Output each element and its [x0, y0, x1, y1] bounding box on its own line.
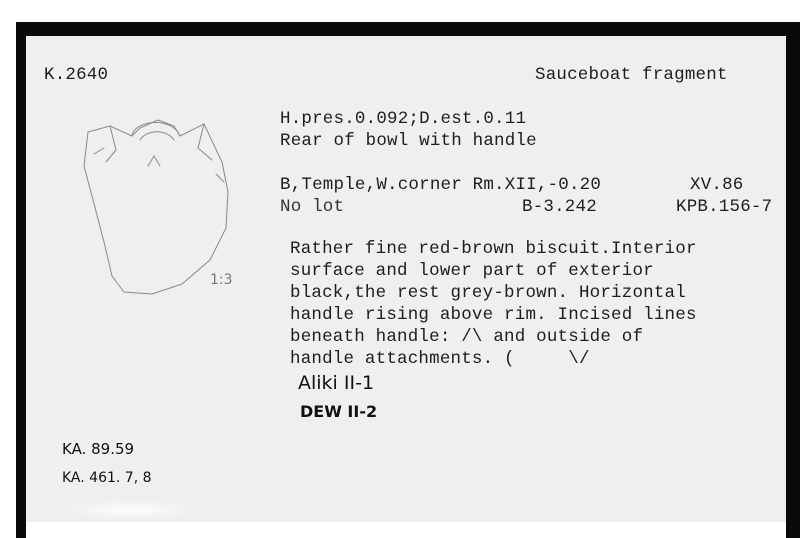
handwritten-ka-1: KA. 89.59	[62, 440, 135, 458]
area-code: XV.86	[690, 175, 744, 195]
scan-border-top	[16, 22, 800, 36]
object-title: Sauceboat fragment	[535, 65, 728, 85]
outer-margin-bottom	[26, 522, 786, 538]
dimensions: H.pres.0.092;D.est.0.11	[280, 109, 527, 129]
handwritten-ka-2: KA. 461. 7, 8	[62, 470, 152, 486]
description-line: handle rising above rim. Incised lines	[290, 305, 697, 325]
scan-border-left	[16, 22, 26, 538]
description-line: Rather fine red-brown biscuit.Interior	[290, 239, 697, 259]
outer-margin-left	[0, 0, 16, 538]
handwritten-aliki: Aliki II-1	[298, 372, 375, 394]
findspot: B,Temple,W.corner Rm.XII,-0.20	[280, 175, 602, 195]
lot-info: No lot	[280, 197, 345, 217]
scale-note: 1:3	[210, 272, 233, 288]
scan-border-right	[786, 22, 800, 538]
sherd-drawing-icon	[70, 110, 240, 300]
handwritten-dew: DEW II-2	[300, 402, 378, 421]
description-line: black,the rest grey-brown. Horizontal	[290, 283, 686, 303]
faded-smudge	[60, 500, 200, 520]
catalog-number: K.2640	[44, 65, 109, 85]
part-description: Rear of bowl with handle	[280, 131, 537, 151]
description-line: surface and lower part of exterior	[290, 261, 654, 281]
description-line: handle attachments. ( \/	[290, 349, 590, 369]
description-line: beneath handle: /\ and outside of	[290, 327, 644, 347]
reference-b: B-3.242	[522, 197, 597, 217]
reference-kpb: KPB.156-7	[676, 197, 773, 217]
